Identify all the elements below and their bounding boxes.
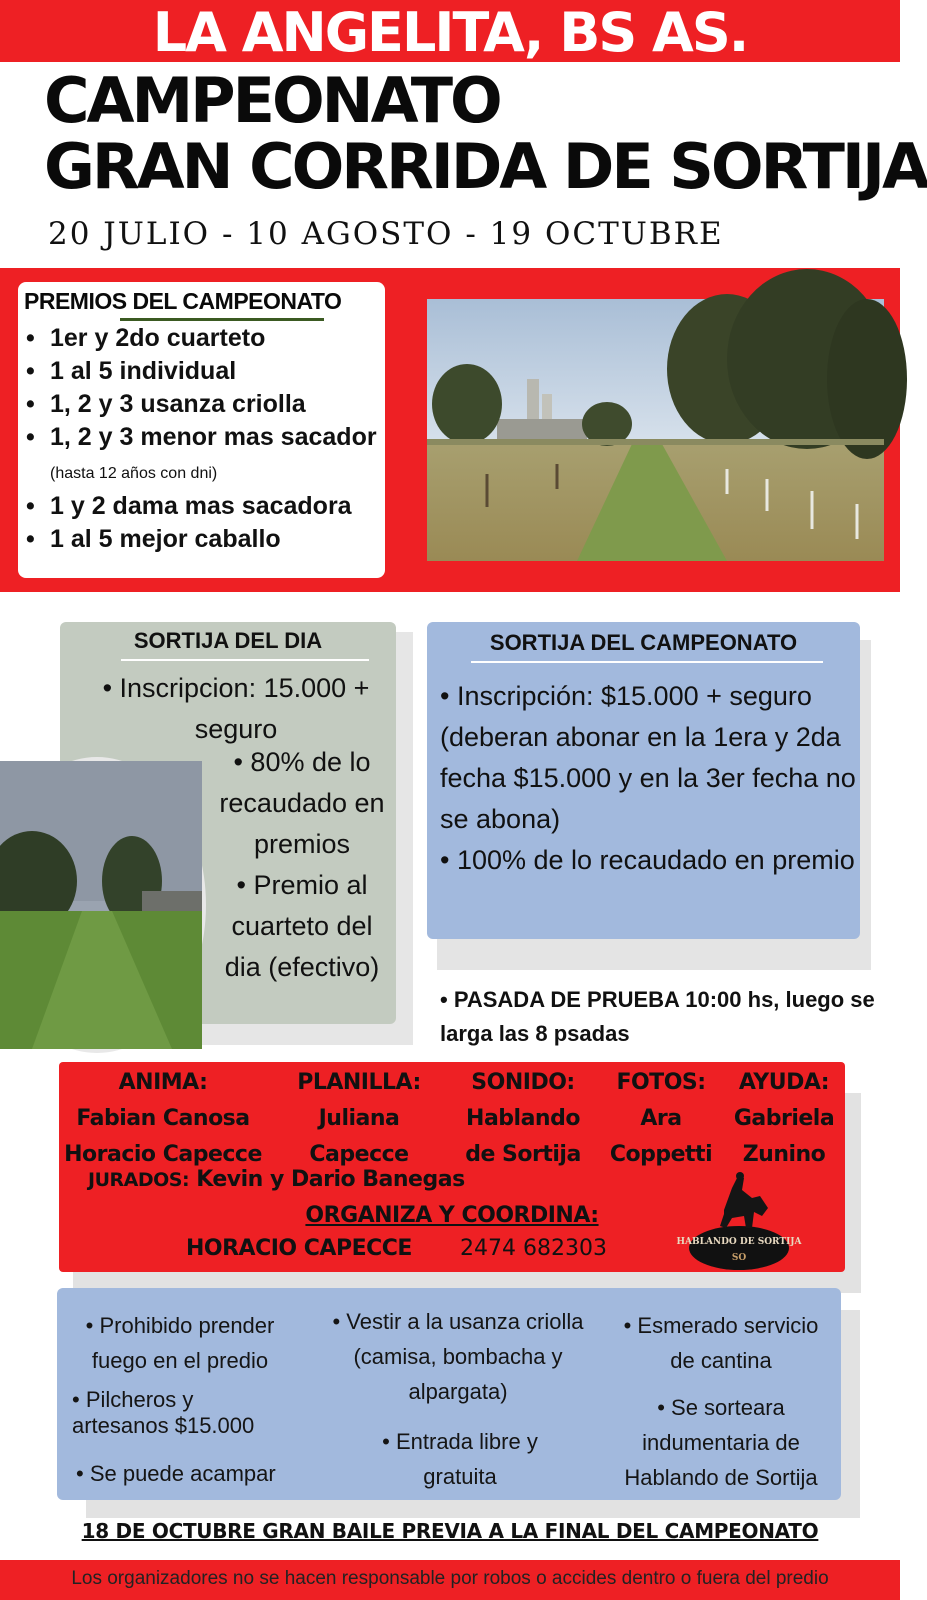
organiza-title: ORGANIZA Y COORDINA:	[305, 1203, 599, 1228]
event-dates: 20 JULIO - 10 AGOSTO - 19 OCTUBRE	[48, 216, 724, 252]
rule-acampar: • Se puede acampar	[76, 1461, 276, 1486]
sortija-campeonato-title: SORTIJA DEL CAMPEONATO	[489, 630, 798, 655]
jurados-names: Kevin y Dario Banegas	[196, 1167, 465, 1192]
field-photo	[427, 299, 884, 561]
sortija-dia-underline	[121, 659, 369, 661]
hablando-de-sortija-logo	[676, 1168, 802, 1270]
prizes-title-underline	[120, 318, 324, 321]
prizes-list	[22, 322, 382, 556]
organizer-name: HORACIO CAPECCE	[186, 1236, 412, 1261]
pasada-de-prueba: • PASADA DE PRUEBA 10:00 hs, luego se larga las 8 psadas	[440, 987, 875, 1046]
prize-item: • 1 al 5 individual	[22, 355, 382, 388]
sortija-dia-recaudado: • 80% de lo recaudado en premios	[219, 747, 385, 859]
credit-ayuda: AYUDA: Gabriela Zunino	[733, 1070, 835, 1167]
prizes-title: PREMIOS DEL CAMPEONATO	[24, 288, 342, 314]
rule-cantina: • Esmerado servicio de cantina	[623, 1313, 819, 1373]
credit-planilla: PLANILLA: Juliana Capecce	[297, 1070, 421, 1167]
sortija-dia-inscripcion: • Inscripcion: 15.000 + seguro	[102, 673, 370, 744]
credit-anima: ANIMA: Fabian Canosa Horacio Capecce	[64, 1070, 262, 1167]
sortija-campeonato-premio: • 100% de lo recaudado en premio	[440, 845, 855, 875]
location-title: LA ANGELITA, BS AS.	[152, 1, 748, 64]
rule-sorteo: • Se sorteara indumentaria de Hablando de Sortija	[624, 1395, 818, 1490]
credit-sonido: SONIDO: Hablando de Sortija	[465, 1070, 581, 1167]
sortija-dia-premio-cuarteto: • Premio al cuarteto del dia (efectivo)	[224, 870, 380, 982]
circle-field-photo	[0, 757, 206, 1053]
baile-announcement: 18 DE OCTUBRE GRAN BAILE PREVIA A LA FINAL DEL CAMPEONATO	[81, 1519, 819, 1543]
prize-item: • 1 y 2 dama mas sacadora	[22, 490, 382, 523]
sortija-campeonato-details	[440, 676, 858, 881]
prize-item: • 1er y 2do cuarteto	[22, 322, 382, 355]
prize-age-note: (hasta 12 años con dni)	[50, 465, 218, 482]
credit-fotos: FOTOS: Ara Coppetti	[609, 1070, 713, 1167]
sortija-campeonato-inscripcion: • Inscripción: $15.000 + seguro (deberan abonar en la 1era y 2da fecha $15.000 y en la 3er fecha no se abona)	[440, 681, 856, 834]
prize-item: • 1, 2 y 3 menor mas sacador (hasta 12 años con dni)	[22, 421, 382, 490]
rule-fuego: • Prohibido prender fuego en el predio	[85, 1313, 275, 1373]
credit-jurados	[88, 1167, 465, 1192]
title-gran-corrida: GRAN CORRIDA DE SORTIJA	[44, 130, 927, 203]
rule-vestir: • Vestir a la usanza criolla (camisa, bombacha y alpargata)	[332, 1309, 584, 1404]
sortija-campeonato-underline	[471, 661, 823, 663]
prize-item: • 1 al 5 mejor caballo	[22, 523, 382, 556]
sortija-dia-title: SORTIJA DEL DIA	[133, 628, 323, 653]
prize-item: • 1, 2 y 3 usanza criolla	[22, 388, 382, 421]
organizer-phone: 2474 682303	[460, 1236, 607, 1261]
jurados-label: JURADOS:	[88, 1169, 190, 1191]
rule-pilcheros: • Pilcheros y artesanos $15.000	[72, 1387, 255, 1438]
svg-text:HABLANDO DE SORTIJA: HABLANDO DE SORTIJA	[676, 1237, 802, 1247]
sortija-dia-details	[218, 742, 386, 988]
rule-entrada: • Entrada libre y gratuita	[382, 1429, 538, 1489]
title-campeonato: CAMPEONATO	[44, 64, 500, 137]
svg-text:SO: SO	[731, 1253, 747, 1263]
disclaimer-text: Los organizadores no se hacen responsable por robos o accides dentro o fuera del predio	[71, 1568, 829, 1589]
